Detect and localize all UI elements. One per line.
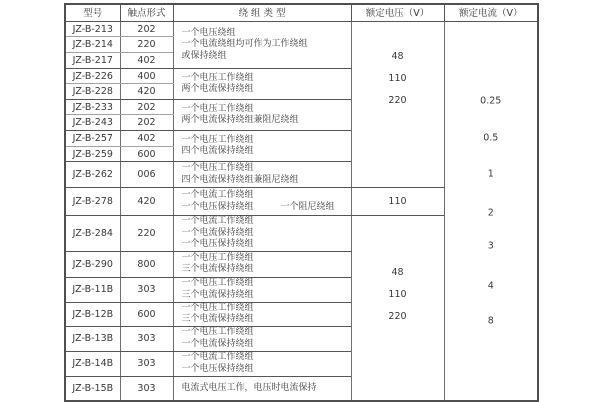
winding-type-cell: [173, 188, 351, 216]
current-value: 8: [487, 315, 494, 327]
winding-line: 一个电压保持绕组: [181, 239, 254, 249]
winding-line: 一个电压保持绕组: [181, 363, 254, 374]
voltage-value: 220: [388, 311, 407, 322]
rated-voltage-cell: [351, 22, 444, 188]
model-cell: JZ-B-259: [65, 147, 120, 162]
winding-type-cell: [173, 326, 351, 351]
voltage-value: 110: [388, 289, 407, 300]
model-cell: JZ-B-15B: [65, 376, 120, 401]
voltage-value: 110: [388, 73, 407, 84]
column-header-rated-current: 额定电流（V）: [444, 4, 538, 22]
contact-form-cell: 800: [120, 251, 173, 277]
winding-type-cell: [173, 277, 351, 302]
model-cell: JZ-B-14B: [65, 351, 120, 376]
contact-form-cell: 400: [120, 69, 173, 84]
winding-line: 四个电流保持绕组兼阻尼绕组: [181, 174, 299, 185]
contact-form-cell: 220: [120, 37, 173, 53]
winding-line: 四个电流保持绕组: [181, 146, 254, 156]
winding-line: 一个电压绕组: [181, 27, 236, 38]
model-cell: JZ-B-233: [65, 100, 120, 115]
winding-type-cell: [173, 302, 351, 326]
column-header-contact-form: 触点形式: [120, 4, 173, 22]
model-cell: JZ-B-243: [65, 115, 120, 131]
contact-form-cell: 402: [120, 53, 173, 69]
model-cell: JZ-B-284: [65, 216, 120, 252]
winding-line: 或保持绕组: [181, 50, 227, 61]
relay-spec-table: [64, 3, 539, 402]
winding-type-cell: [173, 22, 351, 69]
current-value: 4: [487, 280, 494, 292]
winding-line: 一个电压工作绕组: [181, 302, 254, 313]
winding-type-cell: [173, 162, 351, 188]
winding-type-cell: [173, 251, 351, 277]
winding-type-cell: [173, 100, 351, 131]
winding-line: 三个电流保持绕组: [181, 264, 254, 274]
voltage-value: 110: [351, 188, 444, 216]
winding-line: 一个电压工作绕组: [181, 278, 254, 288]
winding-line: 两个电流保持绕组兼阻尼绕组: [181, 115, 299, 125]
winding-type-cell: [173, 216, 351, 252]
contact-form-cell: 420: [120, 84, 173, 100]
rated-voltage-cell: [351, 216, 444, 402]
column-header-rated-voltage: 额定电压（V）: [351, 4, 444, 22]
winding-line: 一个电流绕组均可作为工作绕组: [181, 39, 308, 50]
winding-line: 一个电流保持绕组: [181, 338, 254, 349]
current-value: 1: [487, 168, 494, 180]
contact-form-cell: 303: [120, 376, 173, 401]
contact-form-cell: 600: [120, 147, 173, 162]
contact-form-cell: 006: [120, 162, 173, 188]
winding-type-cell: [173, 351, 351, 376]
winding-line: 一个电压工作绕组: [181, 163, 254, 173]
winding-line: 一个电压保持绕组 一个阻尼绕组: [181, 201, 335, 212]
current-value: 0.25: [480, 95, 502, 107]
winding-line: 一个电压工作绕组: [181, 327, 254, 337]
contact-form-cell: 303: [120, 277, 173, 302]
contact-form-cell: 202: [120, 22, 173, 37]
model-cell: JZ-B-217: [65, 53, 120, 69]
model-cell: JZ-B-226: [65, 69, 120, 84]
voltage-value: 48: [391, 267, 404, 278]
winding-line: 一个电压工作绕组: [181, 252, 254, 263]
winding-line: 三个电流保持绕组: [181, 289, 254, 300]
contact-form-cell: 202: [120, 100, 173, 115]
contact-form-cell: 600: [120, 302, 173, 326]
winding-line: 一个电压工作绕组: [181, 72, 254, 83]
contact-form-cell: 202: [120, 115, 173, 131]
voltage-value: 48: [391, 51, 404, 62]
contact-form-cell: 303: [120, 351, 173, 376]
contact-form-cell: 402: [120, 131, 173, 147]
winding-line: 一个电流工作绕组: [181, 352, 254, 362]
model-cell: JZ-B-228: [65, 84, 120, 100]
column-header-model: 型号: [65, 4, 120, 22]
winding-type-cell: [173, 376, 351, 401]
contact-form-cell: 220: [120, 216, 173, 252]
winding-type-cell: [173, 69, 351, 100]
voltage-value: 220: [388, 95, 407, 106]
winding-line: 一个电压工作绕组: [181, 103, 254, 114]
contact-form-cell: 420: [120, 188, 173, 216]
contact-form-cell: 303: [120, 326, 173, 351]
winding-line: 两个电流保持绕组: [181, 84, 254, 94]
model-cell: JZ-B-11B: [65, 277, 120, 302]
winding-line: 三个电流保持绕组: [181, 314, 254, 324]
model-cell: JZ-B-257: [65, 131, 120, 147]
model-cell: JZ-B-213: [65, 22, 120, 37]
model-cell: JZ-B-278: [65, 188, 120, 216]
column-header-winding-type: 绕 组 类 型: [173, 4, 351, 22]
winding-line: 电流式电压工作，电压时电流保持: [181, 382, 317, 393]
model-cell: JZ-B-290: [65, 251, 120, 277]
current-value: 0.5: [483, 132, 499, 144]
current-value: 3: [487, 240, 494, 252]
model-cell: JZ-B-262: [65, 162, 120, 188]
model-cell: JZ-B-12B: [65, 302, 120, 326]
winding-type-cell: [173, 131, 351, 162]
table-row: [65, 22, 538, 37]
winding-line: 一个电流保持绕组: [181, 227, 254, 238]
header-row: [65, 4, 538, 22]
model-cell: JZ-B-13B: [65, 326, 120, 351]
winding-line: 一个电压工作绕组: [181, 134, 254, 145]
model-cell: JZ-B-214: [65, 37, 120, 53]
winding-line: 一个电流工作绕组: [181, 216, 254, 226]
current-value: 2: [487, 207, 494, 219]
rated-current-cell: [444, 22, 538, 402]
winding-line: 一个电流工作绕组: [181, 190, 254, 200]
